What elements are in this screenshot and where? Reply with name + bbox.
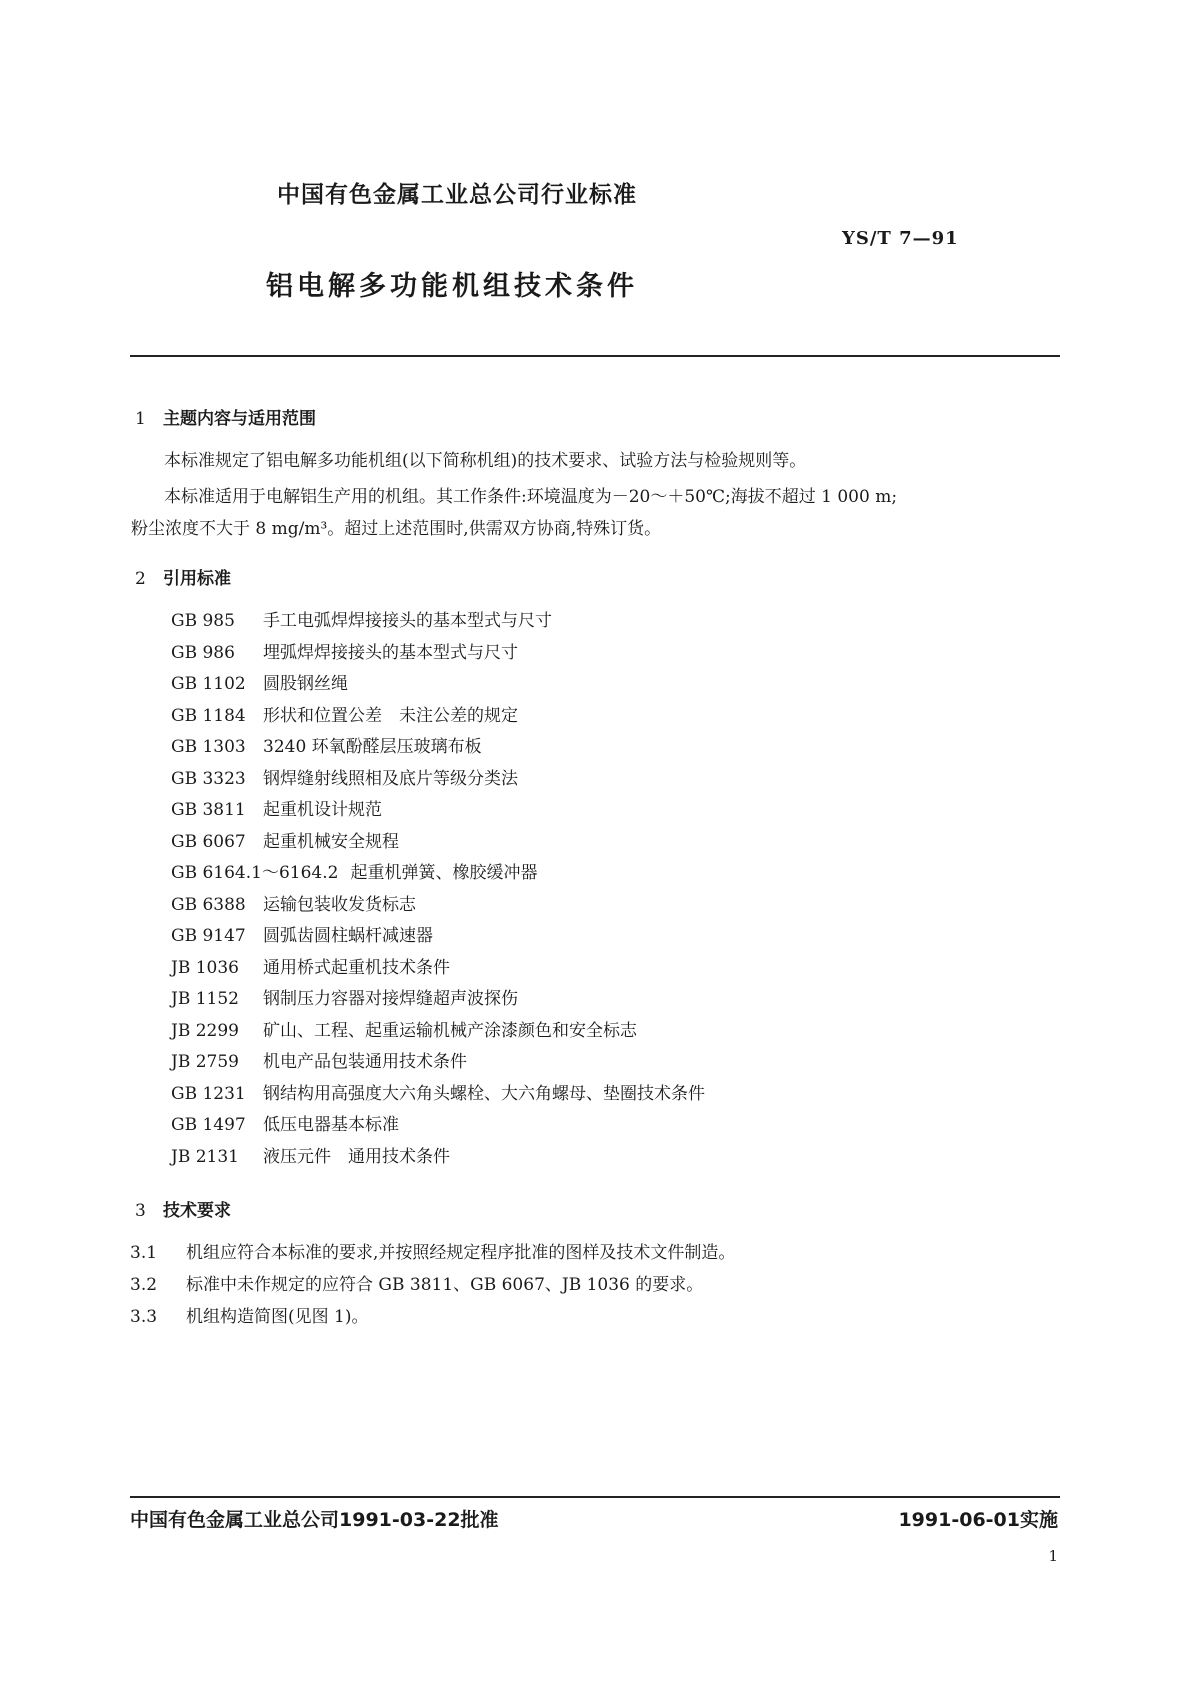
clause-item: [130, 1270, 703, 1295]
reference-item: [171, 953, 705, 985]
section-number: 2: [135, 569, 146, 589]
clause-number: 3.3: [130, 1307, 158, 1327]
reference-title: 3240 环氧酚醛层压玻璃布板: [263, 737, 482, 757]
standard-code: YS/T 7—91: [842, 228, 959, 249]
section-1-para-2-line-2: 粉尘浓度不大于 8 mg/m³。超过上述范围时,供需双方协商,特殊订货。: [131, 519, 662, 539]
section-number: 3: [135, 1201, 146, 1221]
reference-item: [171, 1110, 705, 1142]
reference-title: 圆股钢丝绳: [263, 674, 348, 694]
clause-item: [130, 1302, 368, 1327]
page-number: 1: [1048, 1547, 1058, 1565]
reference-code: GB 986: [171, 642, 235, 663]
reference-item: [171, 732, 705, 764]
document-title: 铝电解多功能机组技术条件: [266, 271, 638, 302]
reference-code: GB 3811: [171, 800, 246, 820]
section-2-heading: [135, 564, 231, 589]
reference-code: GB 1303: [171, 737, 246, 757]
reference-item: [171, 638, 705, 670]
reference-title: 起重机械安全规程: [263, 831, 399, 852]
section-1-heading: [135, 404, 316, 429]
header-rule: [130, 355, 1060, 357]
clause-number: 3.1: [130, 1243, 158, 1263]
clause-number: 3.2: [130, 1275, 158, 1295]
section-title: 技术要求: [163, 1201, 231, 1221]
reference-code: GB 3323: [171, 768, 246, 789]
reference-item: [171, 701, 705, 733]
reference-code: GB 6164.1～6164.2: [171, 863, 339, 883]
section-title: 主题内容与适用范围: [163, 409, 316, 429]
reference-list: [171, 606, 705, 1173]
reference-code: JB 1152: [171, 989, 239, 1009]
reference-item: [171, 921, 705, 953]
section-title: 引用标准: [163, 569, 231, 589]
reference-item: [171, 1142, 705, 1174]
section-1-para-2-line-1: 本标准适用于电解铝生产用的机组。其工作条件:环境温度为－20～＋50℃;海拔不超过 1 000 m;: [164, 487, 898, 507]
reference-code: JB 2759: [171, 1052, 239, 1072]
reference-title: 圆弧齿圆柱蜗杆减速器: [263, 926, 433, 946]
reference-code: GB 6067: [171, 831, 246, 852]
reference-item: [171, 669, 705, 701]
footer-rule: [130, 1496, 1060, 1498]
reference-item: [171, 827, 705, 859]
reference-code: JB 1036: [171, 957, 239, 978]
reference-item: [171, 764, 705, 796]
clause-item: [130, 1238, 735, 1263]
reference-title: 通用桥式起重机技术条件: [263, 957, 450, 978]
reference-item: [171, 606, 705, 638]
reference-item: [171, 858, 705, 890]
reference-title: 钢结构用高强度大六角头螺栓、大六角螺母、垫圈技术条件: [263, 1083, 705, 1104]
clause-text: 标准中未作规定的应符合 GB 3811、GB 6067、JB 1036 的要求。: [186, 1275, 704, 1295]
reference-code: GB 1102: [171, 674, 246, 694]
reference-title: 钢制压力容器对接焊缝超声波探伤: [263, 989, 518, 1009]
reference-title: 埋弧焊焊接接头的基本型式与尺寸: [263, 642, 518, 663]
reference-title: 机电产品包装通用技术条件: [263, 1052, 467, 1072]
section-3-heading: [135, 1196, 231, 1221]
clause-text: 机组应符合本标准的要求,并按照经规定程序批准的图样及技术文件制造。: [186, 1243, 736, 1263]
reference-title: 起重机设计规范: [263, 800, 382, 820]
reference-title: 低压电器基本标准: [263, 1115, 399, 1135]
reference-item: [171, 984, 705, 1016]
reference-code: GB 6388: [171, 894, 246, 915]
reference-code: GB 1231: [171, 1083, 246, 1104]
reference-item: [171, 1079, 705, 1111]
reference-title: 钢焊缝射线照相及底片等级分类法: [263, 768, 518, 789]
reference-item: [171, 795, 705, 827]
reference-item: [171, 1016, 705, 1048]
reference-code: GB 985: [171, 611, 235, 631]
reference-code: GB 1184: [171, 705, 246, 726]
reference-code: JB 2131: [171, 1146, 239, 1167]
clause-text: 机组构造简图(见图 1)。: [186, 1307, 369, 1327]
reference-title: 运输包装收发货标志: [263, 894, 416, 915]
reference-title: 液压元件 通用技术条件: [263, 1146, 450, 1167]
approval-statement: 中国有色金属工业总公司1991-03-22批准: [130, 1509, 499, 1531]
reference-code: JB 2299: [171, 1020, 239, 1041]
section-1-para-1: 本标准规定了铝电解多功能机组(以下简称机组)的技术要求、试验方法与检验规则等。: [164, 451, 807, 471]
reference-item: [171, 890, 705, 922]
reference-item: [171, 1047, 705, 1079]
reference-title: 手工电弧焊焊接接头的基本型式与尺寸: [263, 611, 552, 631]
reference-code: GB 9147: [171, 926, 246, 946]
reference-title: 起重机弹簧、橡胶缓冲器: [350, 863, 538, 883]
reference-code: GB 1497: [171, 1115, 246, 1135]
implementation-date: 1991-06-01实施: [898, 1509, 1058, 1531]
section-number: 1: [135, 409, 146, 429]
reference-title: 矿山、工程、起重运输机械产涂漆颜色和安全标志: [263, 1020, 637, 1041]
reference-title: 形状和位置公差 未注公差的规定: [263, 705, 518, 726]
issuing-organization: 中国有色金属工业总公司行业标准: [277, 182, 637, 208]
